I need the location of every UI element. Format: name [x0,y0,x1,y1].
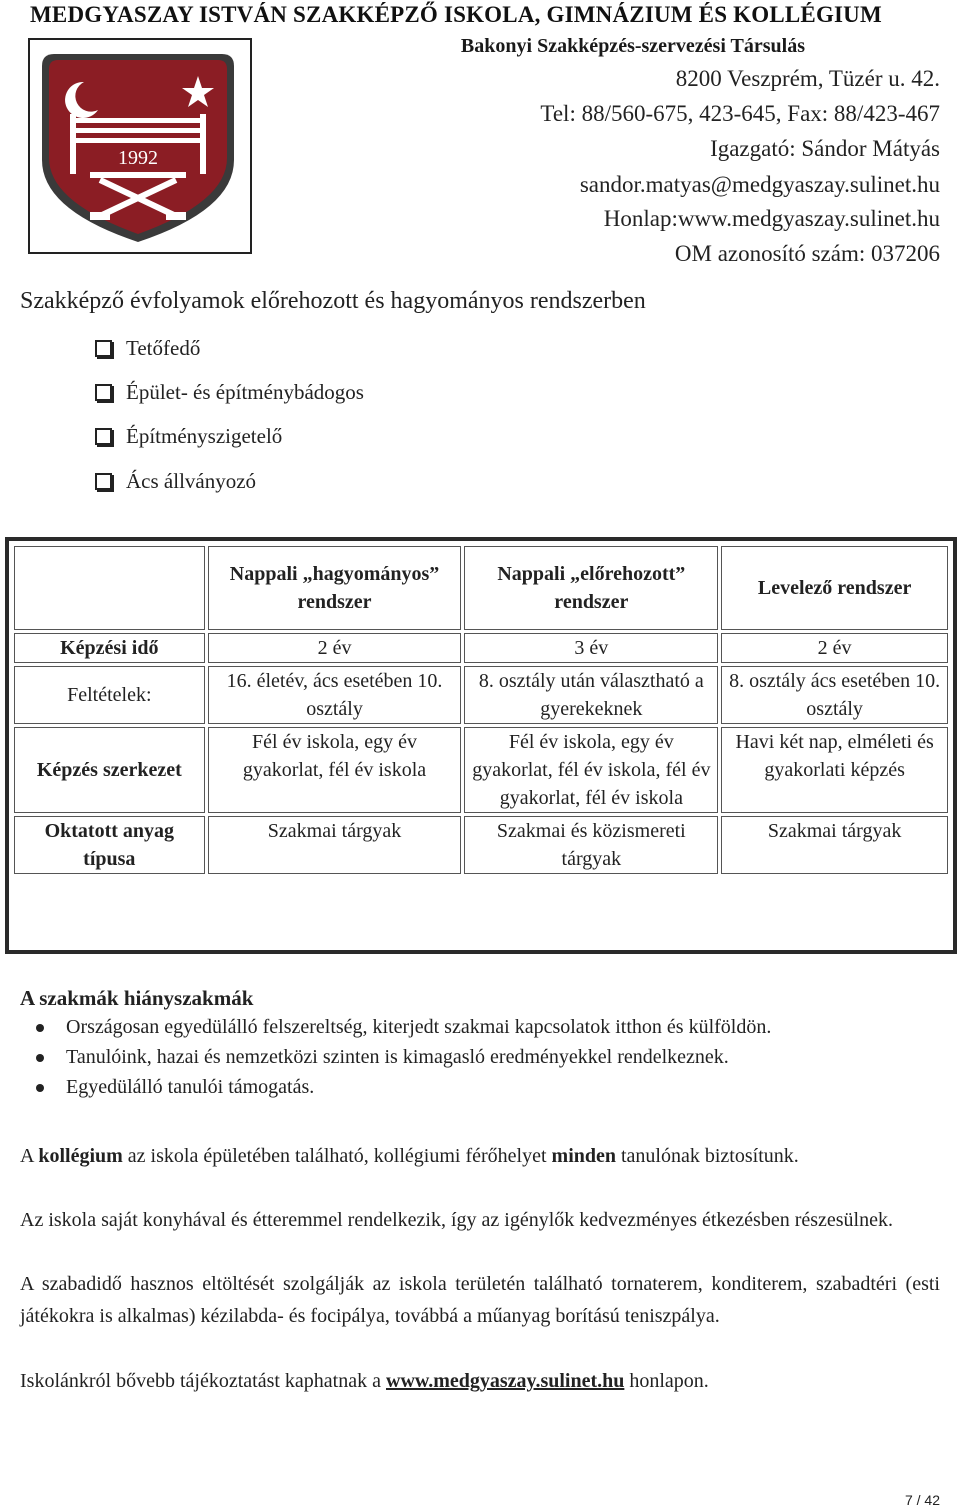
checkbox-icon [95,384,112,401]
benefit-text: Országosan egyedülálló felszereltség, kiterjedt szakmai kapcsolatok itthon és külföldön. [66,1016,772,1038]
om-identifier: OM azonosító szám: 037206 [674,241,940,266]
table-row [14,633,948,663]
benefit-text: Tanulóink, hazai és nemzetközi szinten is kimagasló eredményekkel rendelkeznek. [66,1046,729,1068]
canteen-paragraph: Az iskola saját konyhával és étteremmel rendelkezik, így az igénylők kedvezményes étkezésben részesülnek. [20,1209,893,1231]
profession-label: Ács állványozó [126,469,257,493]
everyone-keyword: minden [551,1145,616,1167]
profession-label: Építményszigetelő [126,424,283,448]
school-email: sandor.matyas@medgyaszay.sulinet.hu [579,172,940,197]
column-header: Levelező rendszer [721,546,948,630]
row-header: Képzési idő [14,633,205,663]
bullet-icon [36,1054,44,1062]
table-cell: Szakmai tárgyak [208,816,462,874]
profession-item [95,336,200,361]
row-header: Oktatott anyag típusa [14,816,205,874]
profession-item [95,380,364,405]
checkbox-icon [95,428,112,445]
school-phone: Tel: 88/560-675, 423-645, Fax: 88/423-467 [540,101,940,126]
table-cell: 2 év [208,633,462,663]
table-cell: 2 év [721,633,948,663]
school-name: MEDGYASZAY ISTVÁN SZAKKÉPZŐ ISKOLA, GIMNÁZIUM ÉS KOLLÉGIUM [30,2,882,27]
dormitory-paragraph: A kollégium az iskola épületében található, kollégiumi férőhelyet minden tanulónak biztosítunk. [20,1145,799,1167]
training-table [11,543,951,877]
profession-label: Tetőfedő [126,336,201,360]
benefits-title: A szakmák hiányszakmák [20,986,254,1010]
bullet-icon [36,1024,44,1032]
association-name: Bakonyi Szakképzés-szervezési Társulás [460,35,805,57]
table-header-row [14,546,948,630]
benefit-item [20,1046,729,1069]
table-row [14,666,948,724]
table-cell: Fél év iskola, egy év gyakorlat, fél év iskola, fél év gyakorlat, fél év iskola [464,727,718,813]
table-cell: Havi két nap, elméleti és gyakorlati képzés [721,727,948,813]
website-link[interactable]: www.medgyaszay.sulinet.hu [386,1370,625,1392]
school-address: 8200 Veszprém, Tüzér u. 42. [675,66,940,91]
table-cell: Szakmai és közismereti tárgyak [464,816,718,874]
leisure-paragraph: A szabadidő hasznos eltöltését szolgálják az iskola területén található tornaterem, konditerem, szabadtéri (esti játékokra is alkalmas) kézilabda- és focipálya, továbbá a műanyag borítású teniszpálya. [20,1273,940,1327]
checkbox-icon [95,473,112,490]
table-cell: 3 év [464,633,718,663]
info-paragraph: Iskolánkról bővebb tájékoztatást kaphatnak a www.medgyaszay.sulinet.hu honlapon. [20,1370,709,1392]
benefit-text: Egyedülálló tanulói támogatás. [66,1076,315,1098]
table-cell: 8. osztály után választható a gyerekeknek [464,666,718,724]
table-row [14,727,948,813]
dormitory-keyword: kollégium [38,1145,123,1167]
profession-label: Épület- és építménybádogos [126,380,364,404]
benefit-item [20,1016,771,1039]
benefit-item [20,1076,314,1099]
table-cell: 16. életév, ács esetében 10. osztály [208,666,462,724]
table-cell: 8. osztály ács esetében 10. osztály [721,666,948,724]
column-header: Nappali „hagyományos” rendszer [208,546,462,630]
page-number: 7 / 42 [904,1492,940,1508]
checkbox-icon [95,340,112,357]
table-cell: Szakmai tárgyak [721,816,948,874]
table-cell: Fél év iskola, egy év gyakorlat, fél év iskola [208,727,462,813]
school-principal: Igazgató: Sándor Mátyás [710,136,940,161]
table-corner-cell [14,546,205,630]
column-header: Nappali „előrehozott” rendszer [464,546,718,630]
school-website: Honlap:www.medgyaszay.sulinet.hu [603,206,940,231]
row-header: Képzés szerkezet [14,727,205,813]
section-title: Szakképző évfolyamok előrehozott és hagyományos rendszerben [20,288,646,314]
profession-item [95,469,256,494]
row-header: Feltételek: [14,666,205,724]
profession-item [95,424,282,449]
table-row [14,816,948,874]
bullet-icon [36,1084,44,1092]
svg-text:1992: 1992 [118,147,158,169]
school-logo [28,38,252,254]
